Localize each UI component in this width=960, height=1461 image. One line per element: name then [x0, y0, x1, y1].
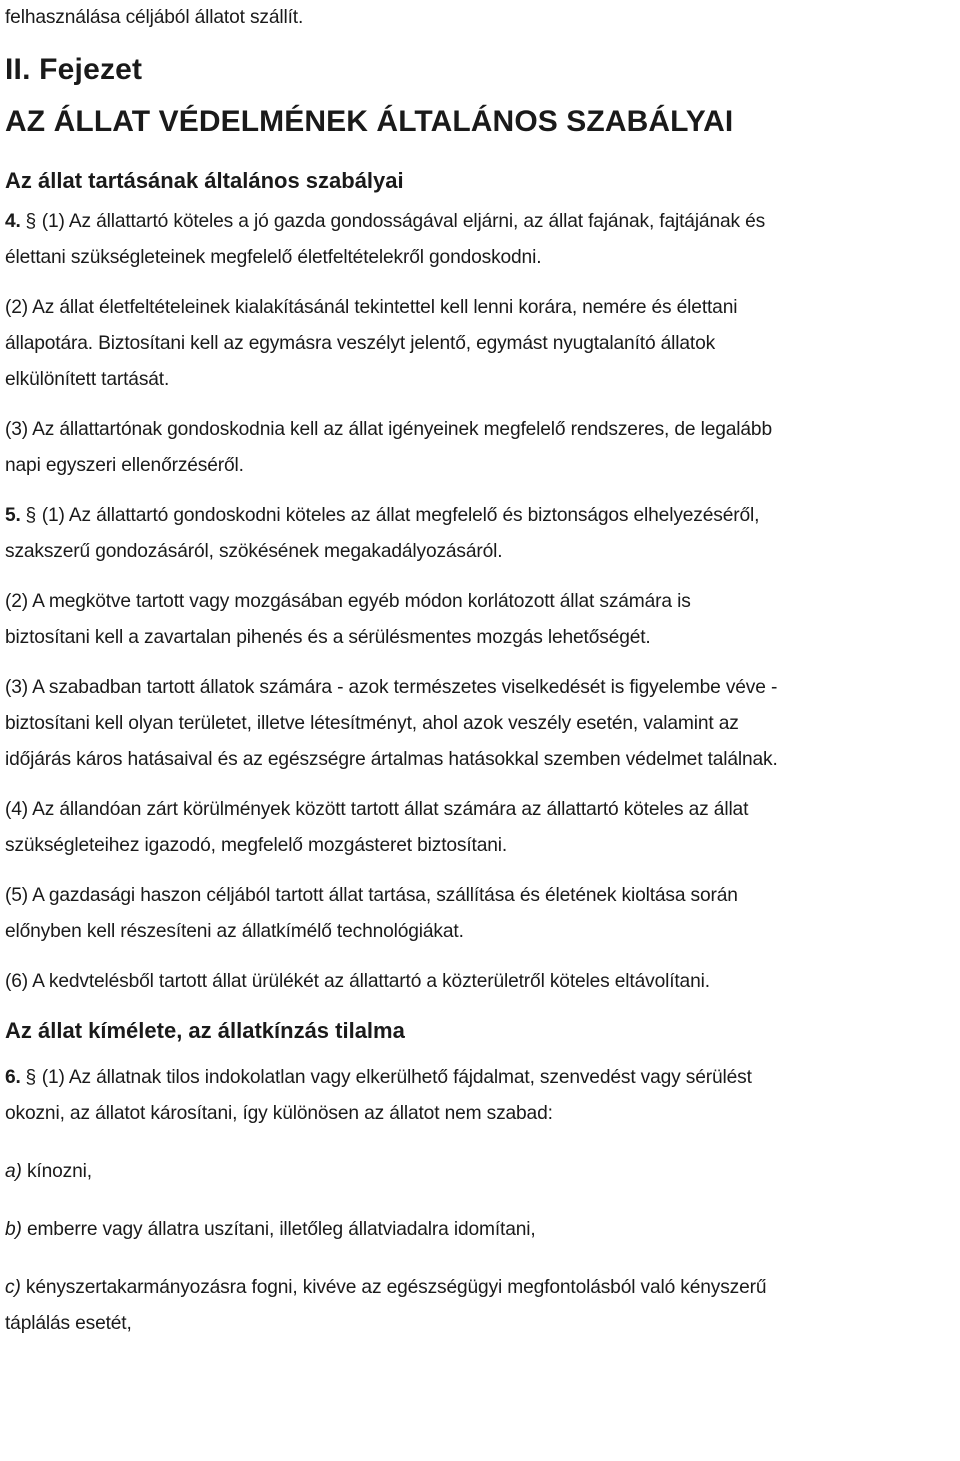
list-item: [5, 1154, 942, 1190]
section-heading-keeping: Az állat tartásának általános szabályai: [5, 168, 404, 193]
chapter-number: II. Fejezet: [5, 53, 143, 86]
article-5-paragraph-3: (3) A szabadban tartott állatok számára - azok természetes viselkedését is figyelembe véve -: [5, 677, 778, 698]
paragraph-text: időjárás káros hatásaival és az egészségre ártalmas hatásokkal szemben védelmet találnak.: [5, 749, 778, 770]
article-5-paragraph-2: (2) A megkötve tartott vagy mozgásában egyéb módon korlátozott állat számára is: [5, 591, 691, 612]
section-sign-icon: §: [25, 1067, 36, 1088]
chapter-title: AZ ÁLLAT VÉDELMÉNEK ÁLTALÁNOS SZABÁLYAI: [5, 105, 734, 138]
list-item: [5, 1212, 942, 1248]
paragraph-text: szükségleteihez igazodó, megfelelő mozgásteret biztosítani.: [5, 835, 508, 856]
paragraph-text: okozni, az állatot károsítani, így különösen az állatot nem szabad:: [5, 1103, 553, 1124]
article-5-paragraph-6: (6) A kedvtelésből tartott állat ürülékét az állattartó a közterületről köteles eltávolítani.: [5, 971, 710, 992]
section-heading-protection: Az állat kímélete, az állatkínzás tilalma: [5, 1018, 405, 1043]
article-number: 6.: [5, 1067, 21, 1088]
list-item-text: emberre vagy állatra uszítani, illetőleg állatviadalra idomítani,: [26, 1219, 536, 1240]
paragraph-text: (1) Az állatnak tilos indokolatlan vagy elkerülhető fájdalmat, szenvedést vagy sérülést: [41, 1067, 752, 1088]
section-sign-icon: §: [25, 211, 36, 232]
article-4-paragraph-3: (3) Az állattartónak gondoskodnia kell az állat igényeinek megfelelő rendszeres, de legalább: [5, 419, 772, 440]
article-5-paragraph-4: (4) Az állandóan zárt körülmények között tartott állat számára az állattartó köteles az állat: [5, 799, 749, 820]
list-letter: b): [5, 1219, 22, 1240]
paragraph-text: élettani szükségleteinek megfelelő életfeltételekről gondoskodni.: [5, 247, 542, 268]
list-item-text: kínozni,: [26, 1161, 92, 1182]
intro-text: felhasználása céljából állatot szállít.: [5, 7, 304, 28]
list-item-continuation: táplálás esetét,: [5, 1313, 132, 1334]
article-5-paragraph-5: (5) A gazdasági haszon céljából tartott állat tartása, szállítása és életének kioltása során: [5, 885, 738, 906]
article-5-paragraph-1: [5, 498, 942, 534]
list-letter: a): [5, 1161, 22, 1182]
paragraph-text: előnyben kell részesíteni az állatkímélő technológiákat.: [5, 921, 464, 942]
paragraph-text: (1) Az állattartó gondoskodni köteles az állat megfelelő és biztonságos elhelyezéséről,: [41, 505, 760, 526]
article-4-paragraph-1: [5, 204, 942, 240]
article-4: [5, 204, 942, 484]
article-4-paragraph-2: (2) Az állat életfeltételeinek kialakításánál tekintettel kell lenni korára, nemére és élettani: [5, 297, 738, 318]
article-number: 4.: [5, 211, 21, 232]
article-5: [5, 498, 942, 1000]
list-item-text: kényszertakarmányozásra fogni, kivéve az egészségügyi megfontolásból való kényszerű: [25, 1277, 767, 1298]
paragraph-text: napi egyszeri ellenőrzéséről.: [5, 455, 244, 476]
article-6-paragraph-1: [5, 1060, 942, 1096]
article-6: [5, 1060, 942, 1342]
paragraph-text: állapotára. Biztosítani kell az egymásra veszélyt jelentő, egymást nyugtalanító állatok: [5, 333, 716, 354]
article-number: 5.: [5, 505, 21, 526]
list-item: [5, 1270, 942, 1306]
list-letter: c): [5, 1277, 21, 1298]
paragraph-text: elkülönített tartását.: [5, 369, 170, 390]
paragraph-text: szakszerű gondozásáról, szökésének megakadályozásáról.: [5, 541, 503, 562]
paragraph-text: biztosítani kell a zavartalan pihenés és a sérülésmentes mozgás lehetőségét.: [5, 627, 651, 648]
paragraph-text: (1) Az állattartó köteles a jó gazda gondosságával eljárni, az állat fajának, fajtájának és: [41, 211, 766, 232]
section-sign-icon: §: [25, 505, 36, 526]
paragraph-text: biztosítani kell olyan területet, illetve létesítményt, ahol azok veszély esetén, valamint az: [5, 713, 739, 734]
